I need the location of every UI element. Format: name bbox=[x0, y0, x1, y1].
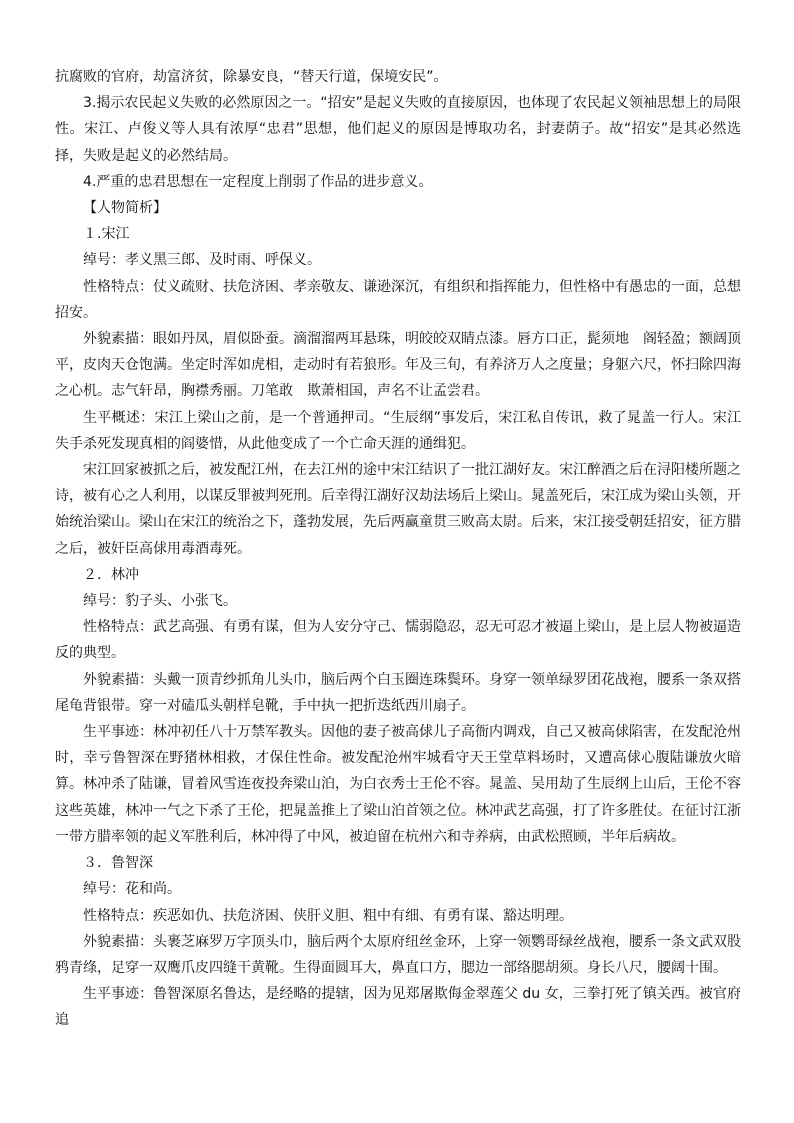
biography-linchong: 生平事迹：林冲初任八十万禁军教头。因他的妻子被高俅儿子高衙内调戏，自己又被高俅陷害，在发配沧州时，幸亏鲁智深在野猪林相救，才保住性命。被发配沧州牢城看守天王堂草料场时，又遭高俅心腹陆谦放火暗算。林冲杀了陆谦，冒着风雪连夜投奔梁山泊，为白衣秀士王伦不容。晁盖、吴用劫了生辰纲上山后，王伦不容这些英雄，林冲一气之下杀了王伦，把晁盖推上了梁山泊首领之位。林冲武艺高强，打了许多胜仗。在征讨江浙一带方腊率领的起义军胜利后，林冲得了中风，被迫留在杭州六和寺养病，由武松照顾，半年后病故。 bbox=[55, 724, 741, 845]
nickname-luzhishen: 绰号：花和尚。 bbox=[83, 881, 181, 898]
traits-songjiang: 性格特点：仗义疏财、扶危济困、孝亲敬友、谦逊深沉，有组织和指挥能力，但性格中有愚忠的一面，总想招安。 bbox=[55, 278, 741, 321]
biography-songjiang-2: 宋江回家被抓之后，被发配江州，在去江州的途中宋江结识了一批江湖好友。宋江醉酒之后在浔阳楼所题之诗，被有心之人利用，以谋反罪被判死刑。后幸得江湖好汉劫法场后上梁山。晁盖死后，宋江成为梁山头领，开始统治梁山。梁山在宋江的统治之下，蓬勃发展，先后两赢童贯三败高太尉。后来，宋江接受朝廷招安，征方腊之后，被奸臣高俅用毒酒毒死。 bbox=[55, 462, 741, 557]
paragraph-intro-continued: 抗腐败的官府，劫富济贫，除暴安良，“替天行道，保境安民”。 bbox=[55, 69, 448, 85]
paragraph-point-3: 3.揭示农民起义失败的必然原因之一。“招安”是起义失败的直接原因，也体现了农民起义领袖思想上的局限性。宋江、卢俊义等人具有浓厚“忠君”思想，他们起义的原因是博取功名，封妻荫子。故“招安”是其必然选择，失败是起义的必然结局。 bbox=[55, 95, 741, 164]
character-title-songjiang: １.宋江 bbox=[83, 226, 130, 243]
biography-luzhishen: 生平事迹：鲁智深原名鲁达，是经略的提辖，因为见郑屠欺侮金翠莲父 du 女，三拳打死了镇关西。被官府追 bbox=[55, 986, 741, 1029]
document-body bbox=[55, 64, 741, 1034]
biography-songjiang-1: 生平概述：宋江上梁山之前，是一个普通押司。“生辰纲”事发后，宋江私自传讯，救了晁盖一行人。宋江失手杀死发现真相的阎婆惜，从此他变成了一个亡命天涯的通缉犯。 bbox=[55, 409, 741, 452]
appearance-songjiang: 外貌素描：眼如丹凤，眉似卧蚕。滴溜溜两耳悬珠，明皎皎双睛点漆。唇方口正，髭须地 阁轻盈；额阔顶平，皮肉天仓饱满。坐定时浑如虎相，走动时有若狼形。年及三旬，有养济万人之度量；身躯六尺，怀扫除四海之心机。志气轩昂，胸襟秀丽。刀笔敢 欺萧相国，声名不让孟尝君。 bbox=[55, 331, 741, 400]
character-title-linchong: ２．林冲 bbox=[83, 566, 139, 583]
character-title-luzhishen: ３．鲁智深 bbox=[83, 855, 153, 872]
section-heading: 【人物简析】 bbox=[83, 200, 167, 217]
appearance-luzhishen: 外貌素描：头裹芝麻罗万字顶头巾，脑后两个太原府纽丝金环，上穿一领鹦哥绿丝战袍，腰系一条文武双股鸦青绦，足穿一双鹰爪皮四缝干黄靴。生得面圆耳大，鼻直口方，腮边一部络腮胡须。身长八尺，腰阔十围。 bbox=[55, 933, 741, 976]
traits-linchong: 性格特点：武艺高强、有勇有谋，但为人安分守己、懦弱隐忍，忍无可忍才被逼上梁山，是上层人物被逼造反的典型。 bbox=[55, 619, 741, 662]
traits-luzhishen: 性格特点：疾恶如仇、扶危济困、侠肝义胆、粗中有细、有勇有谋、豁达明理。 bbox=[83, 907, 573, 924]
appearance-linchong: 外貌素描：头戴一顶青纱抓角儿头巾，脑后两个白玉圈连珠鬓环。身穿一领单绿罗团花战袍，腰系一条双搭尾龟背银带。穿一对磕瓜头朝样皂靴，手中执一把折迭纸西川扇子。 bbox=[55, 671, 741, 714]
nickname-songjiang: 绰号：孝义黑三郎、及时雨、呼保义。 bbox=[83, 252, 321, 269]
nickname-linchong: 绰号：豹子头、小张飞。 bbox=[83, 593, 237, 610]
paragraph-point-4: 4.严重的忠君思想在一定程度上削弱了作品的进步意义。 bbox=[83, 173, 433, 190]
